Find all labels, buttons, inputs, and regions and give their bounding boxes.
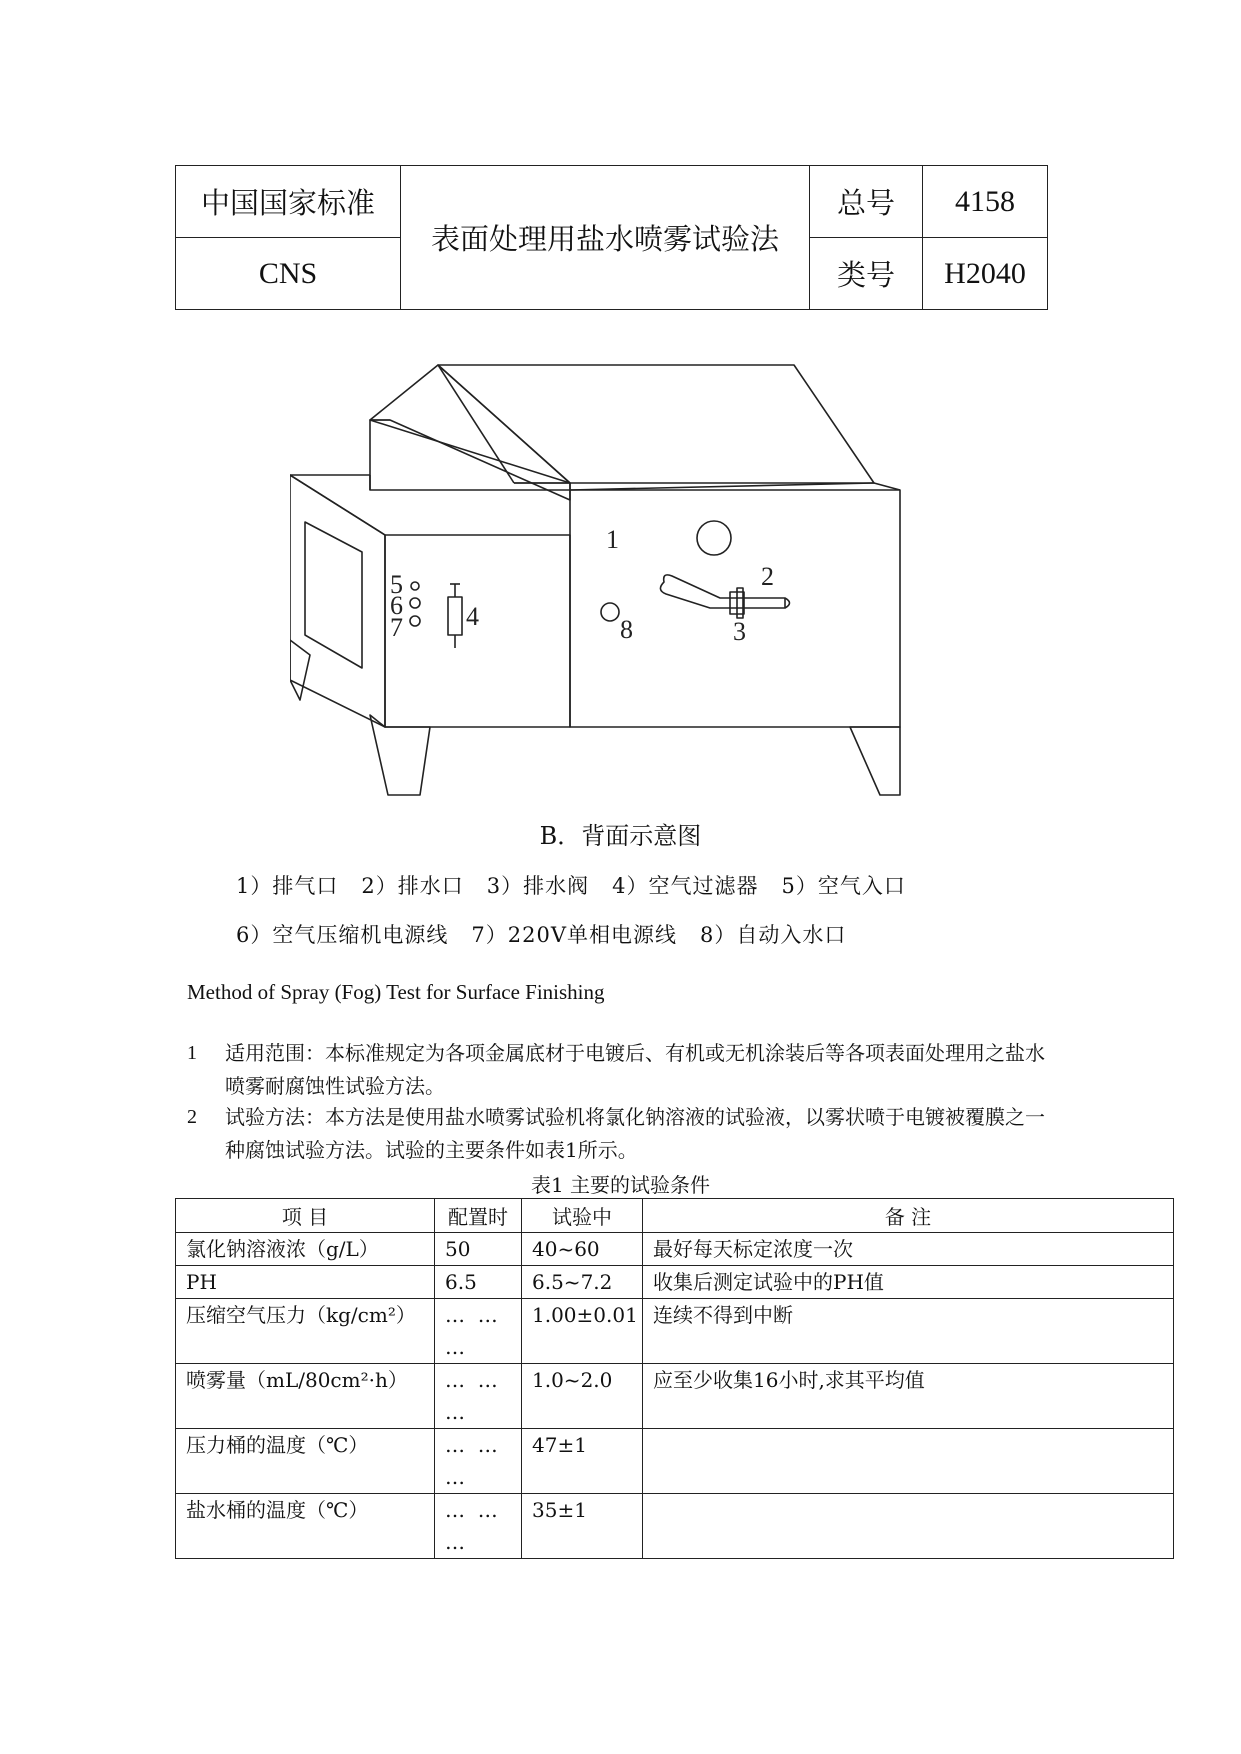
table-cell: 盐水桶的温度（℃） bbox=[176, 1494, 435, 1559]
label-2: 2 bbox=[761, 562, 774, 591]
table-header: 备 注 bbox=[643, 1199, 1174, 1233]
table-cell bbox=[643, 1494, 1174, 1559]
left-leg-front bbox=[370, 715, 430, 795]
table-cell: … … … bbox=[435, 1299, 522, 1364]
document-title: 表面处理用盐水喷雾试验法 bbox=[401, 166, 810, 310]
clause-number: 1 bbox=[187, 1042, 197, 1064]
side-window bbox=[305, 522, 362, 668]
table-header: 项 目 bbox=[176, 1199, 435, 1233]
table-row bbox=[176, 1299, 1174, 1364]
table-cell: 氯化钠溶液浓（g/L） bbox=[176, 1233, 435, 1266]
compressor-cord bbox=[410, 598, 420, 608]
label-5: 5 bbox=[390, 570, 403, 599]
table-cell: 喷雾量（mL/80cm²·h） bbox=[176, 1364, 435, 1429]
table-header: 配置时 bbox=[435, 1199, 522, 1233]
water-inlet bbox=[601, 603, 619, 621]
table-cell: 6.5 bbox=[435, 1266, 522, 1299]
standard-label: 中国国家标准 bbox=[176, 166, 401, 238]
label-1: 1 bbox=[606, 525, 619, 554]
table-header: 试验中 bbox=[522, 1199, 643, 1233]
exhaust-port bbox=[697, 521, 731, 555]
table-row bbox=[176, 1364, 1174, 1429]
table-row bbox=[176, 1429, 1174, 1494]
english-subtitle: Method of Spray (Fog) Test for Surface Finishing bbox=[187, 980, 605, 1004]
table-cell: … … … bbox=[435, 1429, 522, 1494]
clause-text: 适用范围：本标准规定为各项金属底材于电镀后、有机或无机涂装后等各项表面处理用之盐水喷雾耐腐蚀性试验方法。 bbox=[225, 1041, 1045, 1098]
power-cord bbox=[410, 616, 420, 626]
table-row bbox=[176, 1233, 1174, 1266]
table-cell bbox=[643, 1429, 1174, 1494]
air-filter bbox=[448, 597, 462, 635]
table-cell: 40~60 bbox=[522, 1233, 643, 1266]
label-3: 3 bbox=[733, 617, 746, 646]
label-6: 6 bbox=[390, 591, 403, 620]
total-no-value: 4158 bbox=[923, 166, 1048, 238]
table-cell: 连续不得到中断 bbox=[643, 1299, 1174, 1364]
table-cell: … … … bbox=[435, 1494, 522, 1559]
table-cell: PH bbox=[176, 1266, 435, 1299]
table-cell: 最好每天标定浓度一次 bbox=[643, 1233, 1174, 1266]
air-inlet bbox=[411, 582, 419, 590]
table-cell: 压缩空气压力（kg/cm²） bbox=[176, 1299, 435, 1364]
table-header-row bbox=[176, 1199, 1174, 1233]
table-cell: 1.00±0.01 bbox=[522, 1299, 643, 1364]
table-row bbox=[176, 1266, 1174, 1299]
table-cell: 1.0~2.0 bbox=[522, 1364, 643, 1429]
table-cell: 收集后测定试验中的PH值 bbox=[643, 1266, 1174, 1299]
table-cell: … … … bbox=[435, 1364, 522, 1429]
table-title: 表1 主要的试验条件 bbox=[530, 1173, 711, 1197]
table-cell: 50 bbox=[435, 1233, 522, 1266]
test-conditions-table bbox=[175, 1198, 1174, 1559]
figure-caption: B．背面示意图 bbox=[539, 822, 702, 850]
class-no-value: H2040 bbox=[923, 238, 1048, 310]
figure-legend-line-2: 6）空气压缩机电源线 7）220V单相电源线 8）自动入水口 bbox=[236, 923, 847, 947]
label-4: 4 bbox=[466, 602, 479, 631]
table-cell: 47±1 bbox=[522, 1429, 643, 1494]
salt-spray-machine-diagram bbox=[290, 340, 930, 800]
table-cell: 应至少收集16小时,求其平均值 bbox=[643, 1364, 1174, 1429]
figure-legend-line-1: 1）排气口 2）排水口 3）排水阀 4）空气过滤器 5）空气入口 bbox=[236, 874, 906, 898]
left-box-front bbox=[385, 535, 570, 727]
standard-header-table bbox=[175, 165, 1048, 310]
cns-label: CNS bbox=[176, 238, 401, 310]
table-cell: 压力桶的温度（℃） bbox=[176, 1429, 435, 1494]
label-8: 8 bbox=[620, 615, 633, 644]
table-row bbox=[176, 1494, 1174, 1559]
table-cell: 35±1 bbox=[522, 1494, 643, 1559]
left-leg-back bbox=[290, 640, 310, 700]
label-7: 7 bbox=[390, 613, 403, 642]
clause-text: 试验方法：本方法是使用盐水喷雾试验机将氯化钠溶液的试验液，以雾状喷于电镀被覆膜之一种腐蚀试验方法。试验的主要条件如表1所示。 bbox=[225, 1105, 1045, 1162]
clause-number: 2 bbox=[187, 1106, 197, 1128]
right-leg bbox=[850, 727, 900, 795]
lid-lip bbox=[370, 365, 570, 500]
table-cell: 6.5~7.2 bbox=[522, 1266, 643, 1299]
total-no-label: 总号 bbox=[810, 166, 923, 238]
class-no-label: 类号 bbox=[810, 238, 923, 310]
